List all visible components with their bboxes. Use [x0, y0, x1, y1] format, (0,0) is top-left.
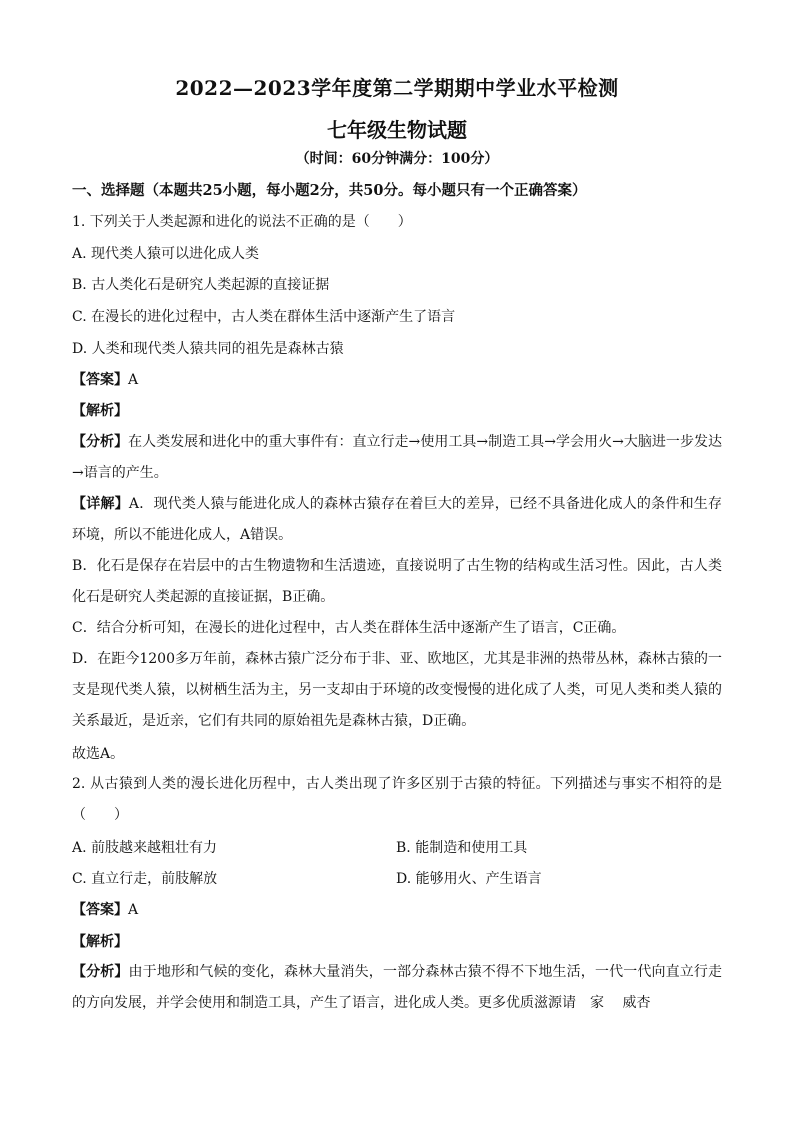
question-1-fenxi	[72, 427, 722, 489]
question-2-fenxi	[72, 957, 722, 1019]
exam-title: 2022—2023学年度第二学期期中学业水平检测	[175, 76, 619, 100]
fenxi-tag: 【分析】	[72, 434, 129, 450]
question-1-xiangjie-c: C．结合分析可知，在漫长的进化过程中，古人类在群体生活中逐渐产生了语言，C正确。	[72, 620, 626, 636]
question-1-option-c: C. 在漫长的进化过程中，古人类在群体生活中逐渐产生了语言	[72, 309, 456, 325]
fenxi-text: 由于地形和气候的变化，森林大量消失，一部分森林古猿不得不下地生活，一代一代向直立行走的方向发展，并学会使用和制造工具，产生了语言，进化成人类。更多优质滋源请 家 威杏	[72, 964, 723, 1011]
fenxi-text: 在人类发展和进化中的重大事件有：直立行走→使用工具→制造工具→学会用火→大脑进一步发达→语言的产生。	[72, 434, 722, 481]
analysis-tag: 【解析】	[72, 934, 128, 950]
question-2-option-d: D. 能够用火、产生语言	[396, 871, 542, 887]
question-2-option-b: B. 能制造和使用工具	[396, 840, 528, 856]
section-heading: 一、选择题（本题共25小题，每小题2分，共50分。每小题只有一个正确答案）	[72, 182, 587, 199]
question-1-analysis-tag	[72, 401, 128, 421]
question-1-xiangjie-d: D．在距今1200多万年前，森林古猿广泛分布于非、亚、欧地区，尤其是非洲的热带丛林，森林古猿的一支是现代类人猿，以树栖生活为主，另一支却由于环境的改变慢慢的进化成了人类，可见人类和类人猿的关系最近，是近亲，它们有共同的原始祖先是森林古猿，D正确。	[72, 651, 722, 729]
question-1-answer	[72, 370, 138, 390]
question-1-xiangjie-a	[72, 489, 722, 551]
question-1-conclusion: 故选A。	[72, 746, 125, 762]
xiangjie-tag: 【详解】	[72, 496, 129, 512]
answer-tag: 【答案】	[72, 902, 128, 918]
xiangjie-a-text: A．现代类人猿与能进化成人的森林古猿存在着巨大的差异，已经不具备进化成人的条件和生存环境，所以不能进化成人，A错误。	[72, 496, 723, 543]
time-info: （时间：60分钟满分：100分）	[295, 151, 499, 167]
question-1-option-b: B. 古人类化石是研究人类起源的直接证据	[72, 277, 330, 293]
question-2-analysis-tag	[72, 932, 128, 952]
question-1-xiangjie-b: B．化石是保存在岩层中的古生物遗物和生活遗迹，直接说明了古生物的结构或生活习性。因此，古人类化石是研究人类起源的直接证据，B正确。	[72, 558, 722, 605]
exam-subtitle: 七年级生物试题	[327, 118, 467, 142]
question-2-option-a: A. 前肢越来越粗壮有力	[72, 840, 218, 856]
question-1-stem: 1. 下列关于人类起源和进化的说法不正确的是（ ）	[72, 214, 412, 230]
answer-tag: 【答案】	[72, 372, 128, 388]
answer-value: A	[128, 902, 139, 918]
question-1-option-a: A. 现代类人猿可以进化成人类	[72, 246, 260, 262]
question-2-option-c: C. 直立行走，前肢解放	[72, 871, 218, 887]
question-1-option-d: D. 人类和现代类人猿共同的祖先是森林古猿	[72, 341, 344, 357]
question-2-stem: 2. 从古猿到人类的漫长进化历程中，古人类出现了许多区别于古猿的特征。下列描述与事实不相符的是（ ）	[72, 776, 722, 823]
analysis-tag: 【解析】	[72, 403, 128, 419]
answer-value: A	[128, 372, 139, 388]
fenxi-tag: 【分析】	[72, 964, 129, 980]
question-2-answer	[72, 900, 138, 920]
